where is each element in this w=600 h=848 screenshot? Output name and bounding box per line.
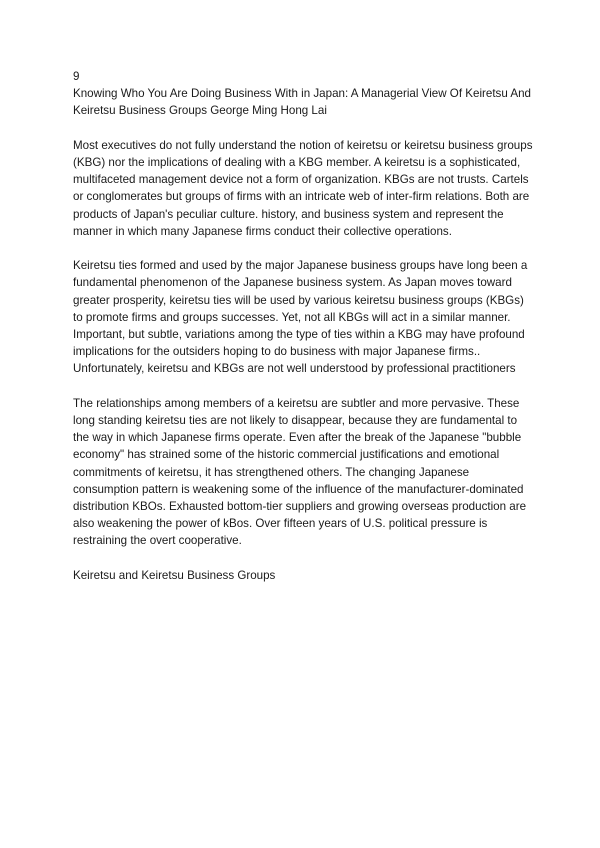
paragraph-1: Most executives do not fully understand the notion of keiretsu or keiretsu business groups (KBG) nor the implications of dealing with a KBG member. A keiretsu is a sophisticated, multifaceted management device not a form of organization. KBGs are not trusts. Cartels or conglomerates but groups of firms with an intricate web of inter-firm relations. Both are products of Japan's peculiar culture. history, and business system and represent the manner in which many Japanese firms conduct their collective operations. [73,138,533,238]
section-heading: Keiretsu and Keiretsu Business Groups [73,568,276,582]
paragraph-2: Keiretsu ties formed and used by the major Japanese business groups have long been a fundamental phenomenon of the Japanese business system. As Japan moves toward greater prosperity, keiretsu ties will be used by various keiretsu business groups (KBGs) to promote firms and groups successes. Yet, not all KBGs will act in a similar manner. Important, but subtle, variations among the type of ties within a KBG may have profound implications for the outsiders hoping to do business with major Japanese firms.. Unfortunately, keiretsu and KBGs are not well understood by professional practitioners [73,259,528,376]
paragraph-3: The relationships among members of a keiretsu are subtler and more pervasive. These long standing keiretsu ties are not likely to disappear, because they are fundamental to the way in which Japanese firms operate. Even after the break of the Japanese "bubble economy" has strained some of the historic commercial justifications and emotional commitments of keiretsu, it has strengthened others. The changing Japanese consumption pattern is weakening some of the influence of the manufacturer-dominated distribution KBOs. Exhausted bottom-tier suppliers and growing overseas production are also weakening the power of kBos. Over fifteen years of U.S. political pressure is restraining the overt cooperative. [73,396,527,548]
page-number: 9 [73,70,80,83]
page-content [73,68,533,584]
document-title: Knowing Who You Are Doing Business With in Japan: A Managerial View Of Keiretsu And Keiretsu Business Groups George Ming Hong Lai [73,87,532,118]
